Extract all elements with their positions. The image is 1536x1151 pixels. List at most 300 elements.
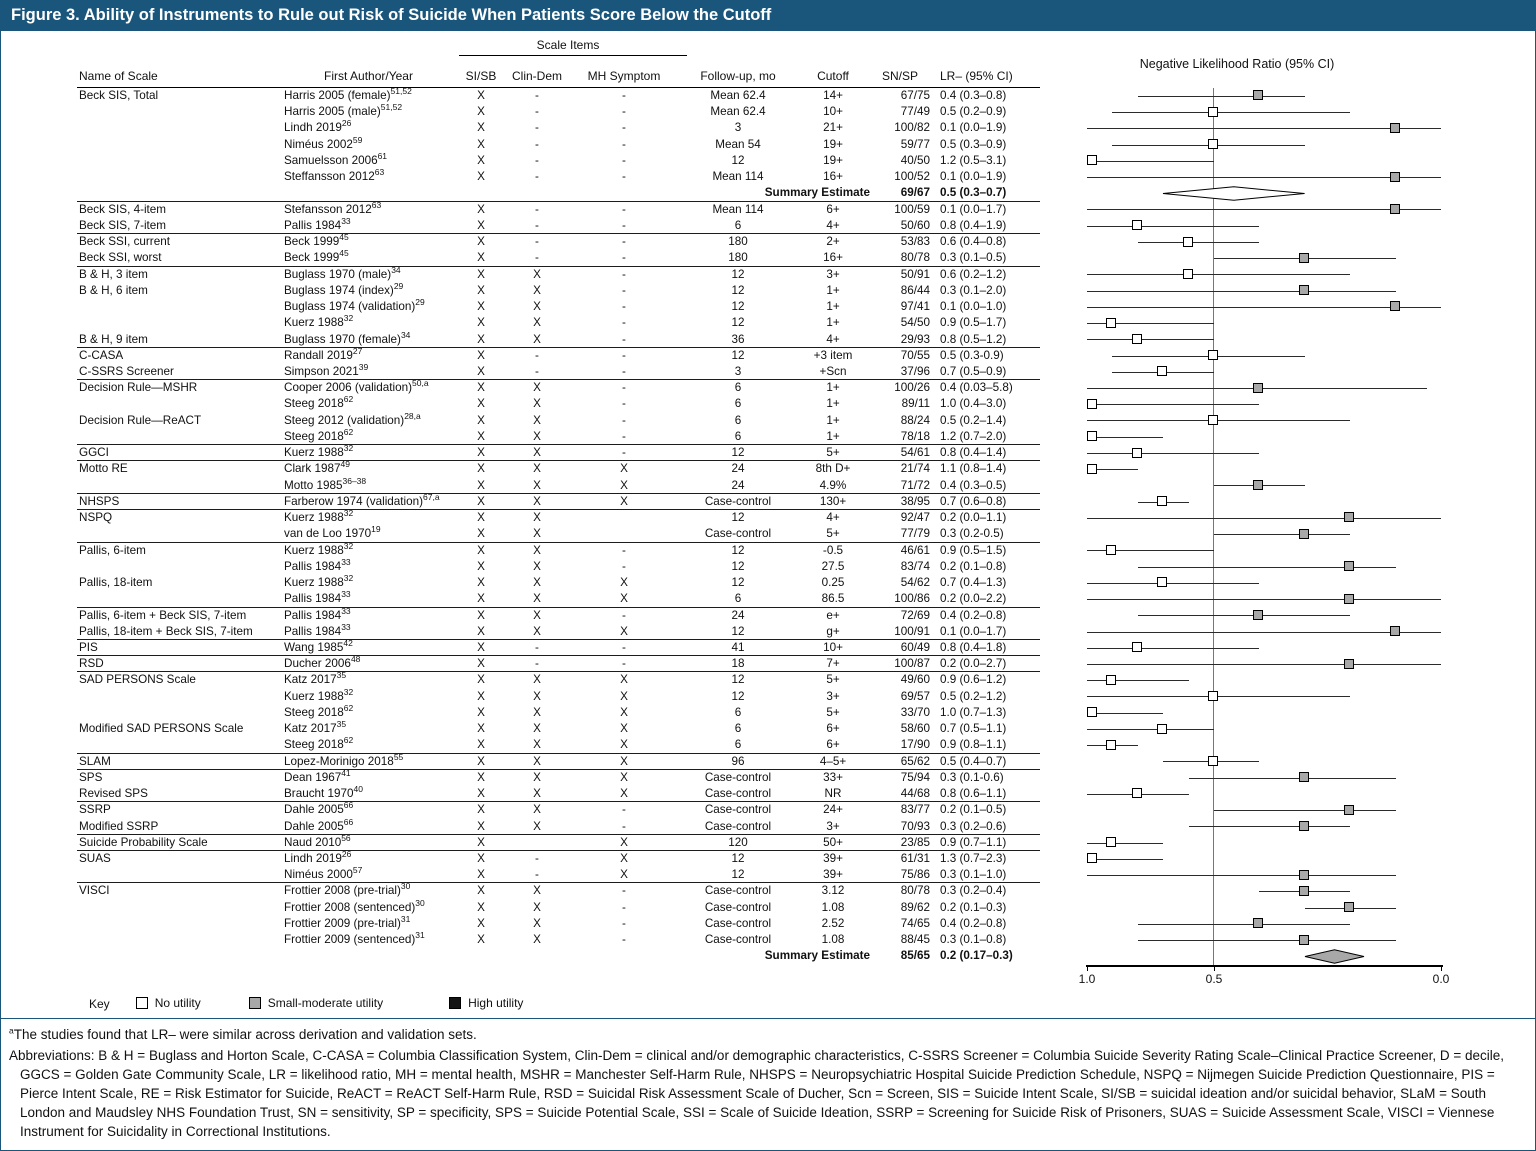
sn-sp-cell: 100/86 xyxy=(894,592,930,606)
si-sb-cell: X xyxy=(477,121,485,135)
author-name: Buglass 1974 (index) xyxy=(284,283,394,297)
si-sb-cell: X xyxy=(477,657,485,671)
reference-superscript: 32 xyxy=(343,443,354,454)
plot-cell xyxy=(1040,916,1535,932)
lr-ci-cell: 0.2 (0.1–0.3) xyxy=(940,900,1007,914)
point-estimate-marker xyxy=(1390,123,1400,133)
author-cell xyxy=(281,737,456,753)
scale-name-cell: Beck SIS, 4-item xyxy=(79,202,167,216)
cutoff-cell: +3 item xyxy=(813,348,853,362)
sn-sp-cell: 100/52 xyxy=(894,170,930,184)
scale-name-cell xyxy=(1,120,281,136)
sn-sp-cell: 46/61 xyxy=(900,543,930,557)
forest-plot-table xyxy=(1,88,1535,991)
scale-name-cell: Suicide Probability Scale xyxy=(79,835,208,849)
mh-symptom-cell: - xyxy=(622,137,626,151)
summary-row xyxy=(1,185,1535,201)
plot-cell xyxy=(1040,689,1535,705)
follow-up-cell: 12 xyxy=(731,624,745,638)
lr-ci-cell: 1.0 (0.4–3.0) xyxy=(940,397,1007,411)
mh-symptom-cell: - xyxy=(622,153,626,167)
row-table-part xyxy=(1,883,1040,899)
legend-item-label: High utility xyxy=(468,996,524,1011)
scale-name-cell xyxy=(1,689,281,705)
sn-sp-cell: 100/82 xyxy=(894,121,930,135)
follow-up-cell: 12 xyxy=(731,559,745,573)
plot-cell xyxy=(1040,932,1535,948)
lr-ci-cell: 0.2 (0.1–0.5) xyxy=(940,803,1007,817)
point-estimate-marker xyxy=(1299,935,1309,945)
point-estimate-marker xyxy=(1183,269,1193,279)
lr-ci-cell: 1.1 (0.8–1.4) xyxy=(940,462,1007,476)
scale-name-cell: PIS xyxy=(79,640,98,654)
lr-ci-cell: 0.5 (0.2–1.4) xyxy=(940,413,1007,427)
follow-up-cell: 12 xyxy=(731,153,745,167)
mh-symptom-cell: - xyxy=(622,543,626,557)
follow-up-cell: 12 xyxy=(731,446,745,460)
point-estimate-marker xyxy=(1390,626,1400,636)
clin-dem-cell: X xyxy=(533,884,541,898)
mh-symptom-cell: X xyxy=(620,868,628,882)
follow-up-cell: Case-control xyxy=(704,787,772,801)
clin-dem-cell: - xyxy=(535,137,539,151)
follow-up-cell: Mean 114 xyxy=(712,170,764,184)
ci-line xyxy=(1087,648,1259,649)
legend-item-no-utility xyxy=(136,996,201,1010)
summary-row xyxy=(1,948,1535,964)
cutoff-cell: 7+ xyxy=(826,657,840,671)
clin-dem-cell: X xyxy=(533,624,541,638)
sn-sp-cell: 38/95 xyxy=(900,494,930,508)
lr-ci-cell: 0.8 (0.4–1.4) xyxy=(940,446,1007,460)
mh-symptom-cell: - xyxy=(622,121,626,135)
reference-superscript: 55 xyxy=(393,751,404,762)
sn-sp-cell: 50/91 xyxy=(900,267,930,281)
reference-superscript: 40 xyxy=(353,784,363,795)
point-estimate-marker xyxy=(1087,464,1097,474)
author-cell xyxy=(281,851,456,867)
mh-symptom-cell: - xyxy=(622,170,626,184)
row-table-part xyxy=(1,461,1040,477)
plot-cell xyxy=(1040,104,1535,120)
clin-dem-cell: X xyxy=(533,559,541,573)
legend-swatch-white xyxy=(136,997,148,1009)
study-row xyxy=(1,199,1535,218)
point-estimate-marker xyxy=(1106,545,1116,555)
clin-dem-cell: X xyxy=(533,787,541,801)
cutoff-cell: 39+ xyxy=(823,868,843,882)
reference-superscript: 50,a xyxy=(412,378,429,389)
point-estimate-marker xyxy=(1087,399,1097,409)
sn-sp-cell: 21/74 xyxy=(900,462,930,476)
mh-symptom-cell: - xyxy=(622,235,626,249)
author-cell xyxy=(281,767,456,786)
author-cell xyxy=(281,445,456,461)
plot-cell xyxy=(1040,494,1535,510)
si-sb-cell: X xyxy=(477,868,485,882)
clin-dem-cell: X xyxy=(533,933,541,947)
clin-dem-cell: - xyxy=(535,170,539,184)
author-name: Niméus 2000 xyxy=(284,868,353,882)
follow-up-cell: 36 xyxy=(731,332,745,346)
plot-cell xyxy=(1040,153,1535,169)
row-table-part xyxy=(1,916,1040,932)
author-cell xyxy=(281,510,456,526)
column-header-lr-ci: LR– (95% CI) xyxy=(940,69,1013,83)
sn-sp-cell: 88/45 xyxy=(900,933,930,947)
follow-up-cell: 12 xyxy=(731,283,745,297)
point-estimate-marker xyxy=(1087,431,1097,441)
author-cell xyxy=(281,169,456,185)
ci-line xyxy=(1138,567,1396,568)
mh-symptom-cell: - xyxy=(622,218,626,232)
scale-name-cell: C-SSRS Screener xyxy=(79,364,174,378)
reference-superscript: 32 xyxy=(343,540,354,551)
study-row xyxy=(1,786,1535,802)
follow-up-cell: 24 xyxy=(731,462,745,476)
follow-up-cell: 12 xyxy=(731,673,745,687)
ci-line xyxy=(1189,778,1396,779)
lr-ci-cell: 0.7 (0.5–1.1) xyxy=(940,722,1007,736)
follow-up-cell: 12 xyxy=(731,511,745,525)
lr-ci-cell: 0.1 (0.0–1.7) xyxy=(940,624,1007,638)
point-estimate-marker xyxy=(1299,870,1309,880)
lr-ci-cell: 0.1 (0.0–1.0) xyxy=(940,300,1007,314)
sn-sp-cell: 80/78 xyxy=(900,884,930,898)
lr-ci-cell: 0.3 (0.2–0.4) xyxy=(940,884,1007,898)
legend-label: Key xyxy=(89,997,110,1012)
reference-superscript: 33 xyxy=(341,621,351,632)
study-row xyxy=(1,851,1535,867)
x-axis-line xyxy=(1086,965,1443,967)
study-row xyxy=(1,134,1535,153)
si-sb-cell: X xyxy=(477,673,485,687)
plot-cell xyxy=(1040,819,1535,835)
lr-ci-cell: 0.5 (0.4–0.7) xyxy=(940,754,1007,768)
reference-superscript: 59 xyxy=(352,134,363,145)
sn-sp-cell: 23/85 xyxy=(900,835,930,849)
cutoff-cell: 3+ xyxy=(826,819,840,833)
clin-dem-cell: X xyxy=(533,592,541,606)
column-header-mh-symptom: MH Symptom xyxy=(587,69,661,83)
clin-dem-cell: X xyxy=(533,316,541,330)
lr-ci-cell: 0.3 (0.1–2.0) xyxy=(940,283,1007,297)
cutoff-cell: g+ xyxy=(826,624,840,638)
si-sb-cell: X xyxy=(477,722,485,736)
ci-line xyxy=(1087,291,1396,292)
point-estimate-marker xyxy=(1253,918,1263,928)
si-sb-cell: X xyxy=(477,218,485,232)
plot-cell xyxy=(1040,120,1535,136)
scale-name-cell xyxy=(1,299,281,315)
author-name: Dean 1967 xyxy=(284,770,342,784)
clin-dem-cell: X xyxy=(533,397,541,411)
author-name: Clark 1987 xyxy=(284,462,341,476)
author-name: Steeg 2018 xyxy=(284,429,344,443)
lr-ci-cell: 0.7 (0.6–0.8) xyxy=(940,494,1007,508)
row-table-part xyxy=(1,215,1040,234)
plot-cell xyxy=(1040,575,1535,591)
point-estimate-marker xyxy=(1299,285,1309,295)
clin-dem-cell: X xyxy=(533,429,541,443)
lr-ci-cell: 0.2 (0.0–2.2) xyxy=(940,592,1007,606)
study-row xyxy=(1,215,1535,234)
reference-superscript: 34 xyxy=(391,264,401,275)
mh-symptom-cell: - xyxy=(622,900,626,914)
study-row xyxy=(1,396,1535,412)
legend-item-label: Small-moderate utility xyxy=(267,996,384,1011)
si-sb-cell: X xyxy=(477,933,485,947)
follow-up-cell: 12 xyxy=(731,543,745,557)
x-axis-tick xyxy=(1214,965,1215,971)
study-row xyxy=(1,299,1535,315)
row-table-part xyxy=(1,751,1040,770)
column-header-first-author-year: First Author/Year xyxy=(324,69,413,83)
lr-ci-cell: 0.2 (0.1–0.8) xyxy=(940,559,1007,573)
study-row xyxy=(1,751,1535,770)
ci-line xyxy=(1087,307,1441,308)
plot-cell xyxy=(1040,656,1535,672)
si-sb-cell: X xyxy=(477,267,485,281)
reference-superscript: 34 xyxy=(400,329,411,340)
x-axis-tick xyxy=(1441,965,1442,971)
ci-line xyxy=(1087,632,1441,633)
clin-dem-cell: X xyxy=(533,770,541,784)
sn-sp-cell: 78/18 xyxy=(900,429,930,443)
si-sb-cell: X xyxy=(477,235,485,249)
follow-up-cell: 3 xyxy=(734,364,742,378)
row-table-part xyxy=(1,491,1040,510)
ci-line xyxy=(1087,664,1441,665)
author-cell xyxy=(281,264,456,283)
mh-symptom-cell: - xyxy=(622,413,626,427)
lr-ci-cell: 0.3 (0.1–0.8) xyxy=(940,933,1007,947)
follow-up-cell: 18 xyxy=(731,657,745,671)
point-estimate-marker xyxy=(1253,480,1263,490)
mh-symptom-cell: - xyxy=(622,251,626,265)
author-name: Niméus 2002 xyxy=(284,137,353,151)
sn-sp-cell: 29/93 xyxy=(900,332,930,346)
scale-name-cell: GGCI xyxy=(79,446,109,460)
follow-up-cell: 41 xyxy=(731,640,745,654)
lr-ci-cell: 0.4 (0.2–0.8) xyxy=(940,916,1007,930)
study-row xyxy=(1,640,1535,656)
scale-name-cell: VISCI xyxy=(79,884,110,898)
plot-cell xyxy=(1040,721,1535,737)
clin-dem-cell: X xyxy=(533,300,541,314)
cutoff-cell: 4+ xyxy=(826,511,840,525)
reference-superscript: 45 xyxy=(339,248,349,259)
si-sb-cell: X xyxy=(477,137,485,151)
point-estimate-marker xyxy=(1087,707,1097,717)
plot-cell xyxy=(1040,770,1535,786)
reference-superscript: 31 xyxy=(400,914,411,925)
lr-ci-cell: 0.7 (0.4–1.3) xyxy=(940,576,1007,590)
reference-superscript: 63 xyxy=(371,199,382,210)
legend xyxy=(1,991,1535,1018)
lr-ci-cell: 0.2 (0.0–2.7) xyxy=(940,657,1007,671)
reference-superscript: 56 xyxy=(341,832,351,843)
point-estimate-marker xyxy=(1106,675,1116,685)
clin-dem-cell: X xyxy=(533,576,541,590)
abbreviations: Abbreviations: B & H = Buglass and Horton Scale, C-CASA = Columbia Classification System, Clin-Dem = clinical and/or demographic characteristics, C-SSRS Screener = Columbia Suicide Severity Rating Scale–Clinical Practice Screener, D = decile, GGCS = Golden Gate Community Scale, LR = likelihood ratio, MH = mental health, MSHR = Manchester Self-Harm Rule, NHSPS = Neuropsychiatric Hospital Suicide Prediction Schedule, NSPQ = Nijmegen Suicide Prediction Questionnaire, PIS = Pierce Intent Scale, RE = Risk Estimator for Suicide, ReACT = ReACT Self-Harm Rule, RSD = Suicidal Risk Assessment Scale of Ducher, Scn = Screen, SIS = Suicide Intent Scale, SI/SB = suicidal ideation and/or suicidal behavior, SLaM = South London and Maudsley NHS Foundation Trust, SN = sensitivity, SP = specificity, SPS = Suicide Potential Scale, SSI = Scale of Suicide Ideation, SSRP = Screening for Suicide Risk of Prisoners, SUAS = Suicide Assessment Scale, VISCI = Viennese Instrument for Suicidality in Correctional Institutions. xyxy=(9,1047,1505,1139)
follow-up-cell: 6 xyxy=(734,413,742,427)
point-estimate-marker xyxy=(1132,788,1142,798)
point-estimate-marker xyxy=(1087,853,1097,863)
point-estimate-marker xyxy=(1132,642,1142,652)
reference-superscript: 30 xyxy=(415,897,425,908)
author-name: Dahle 2005 xyxy=(284,803,344,817)
follow-up-cell: 6 xyxy=(734,738,742,752)
x-axis-label-0-5: 0.5 xyxy=(1205,971,1223,986)
summary-label-cell: Summary Estimate xyxy=(764,949,870,963)
clin-dem-cell: X xyxy=(533,283,541,297)
mh-symptom-cell: - xyxy=(622,105,626,119)
si-sb-cell: X xyxy=(477,576,485,590)
study-row xyxy=(1,721,1535,737)
plot-cell xyxy=(1040,461,1535,477)
plot-cell xyxy=(1040,445,1535,461)
reference-superscript: 35 xyxy=(336,719,347,730)
study-row xyxy=(1,329,1535,348)
author-name: Katz 2017 xyxy=(284,722,337,736)
point-estimate-marker xyxy=(1208,756,1218,766)
cutoff-cell: 4.9% xyxy=(819,478,847,492)
author-name: Steeg 2018 xyxy=(284,738,344,752)
clin-dem-cell: X xyxy=(533,494,541,508)
lr-ci-cell: 1.3 (0.7–2.3) xyxy=(940,852,1007,866)
study-row xyxy=(1,315,1535,331)
mh-symptom-cell: X xyxy=(620,705,628,719)
scale-name-cell xyxy=(1,169,281,185)
sn-sp-cell: 69/67 xyxy=(900,186,930,200)
ci-line xyxy=(1087,713,1163,714)
sn-sp-cell: 58/60 xyxy=(900,722,930,736)
si-sb-cell: X xyxy=(477,916,485,930)
sn-sp-cell: 40/50 xyxy=(900,153,930,167)
reference-superscript: 41 xyxy=(341,767,351,778)
row-table-part xyxy=(1,264,1040,283)
author-cell xyxy=(281,526,456,542)
author-cell xyxy=(281,396,456,412)
point-estimate-marker xyxy=(1390,172,1400,182)
sn-sp-cell: 80/78 xyxy=(900,251,930,265)
si-sb-cell: X xyxy=(477,527,485,541)
si-sb-cell: X xyxy=(477,462,485,476)
reference-superscript: 32 xyxy=(343,508,354,519)
legend-item-label: No utility xyxy=(154,996,201,1011)
lr-ci-cell: 0.1 (0.0–1.7) xyxy=(940,202,1007,216)
clin-dem-cell: X xyxy=(533,267,541,281)
clin-dem-cell: - xyxy=(535,218,539,232)
point-estimate-marker xyxy=(1344,805,1354,815)
mh-symptom-cell xyxy=(568,526,680,542)
row-table-part xyxy=(1,640,1040,656)
point-estimate-marker xyxy=(1253,610,1263,620)
ci-line xyxy=(1087,420,1350,421)
point-estimate-marker xyxy=(1299,772,1309,782)
reference-superscript: 33 xyxy=(341,589,351,600)
lr-ci-cell: 0.4 (0.3–0.8) xyxy=(940,89,1007,102)
ci-line xyxy=(1087,599,1441,600)
author-cell xyxy=(281,215,456,234)
reference-superscript: 29 xyxy=(393,280,404,291)
sn-sp-cell: 69/57 xyxy=(900,689,930,703)
ci-line xyxy=(1087,696,1350,697)
study-row xyxy=(1,575,1535,591)
scale-name-cell: NSPQ xyxy=(79,511,113,525)
study-row xyxy=(1,169,1535,185)
reference-superscript: 33 xyxy=(341,556,351,567)
reference-superscript: 48 xyxy=(350,654,361,665)
author-cell xyxy=(281,120,456,136)
plot-cell xyxy=(1040,137,1535,153)
study-row xyxy=(1,932,1535,948)
plot-cell xyxy=(1040,267,1535,283)
follow-up-cell: Case-control xyxy=(704,770,772,784)
author-name: Steeg 2018 xyxy=(284,705,344,719)
row-table-part xyxy=(1,767,1040,786)
row-table-part xyxy=(1,429,1040,445)
lr-ci-cell: 1.2 (0.7–2.0) xyxy=(940,429,1007,443)
point-estimate-marker xyxy=(1344,594,1354,604)
follow-up-cell: 120 xyxy=(728,835,748,849)
si-sb-cell: X xyxy=(477,705,485,719)
sn-sp-cell: 37/96 xyxy=(900,364,930,378)
mh-symptom-cell: - xyxy=(622,316,626,330)
scale-name-cell: Motto RE xyxy=(79,462,128,476)
lr-ci-cell: 0.1 (0.0–1.9) xyxy=(940,170,1007,184)
lr-ci-cell: 0.4 (0.03–5.8) xyxy=(940,381,1013,395)
follow-up-cell: 24 xyxy=(731,478,745,492)
row-table-part xyxy=(1,672,1040,688)
mh-symptom-cell xyxy=(568,510,680,526)
footnotes xyxy=(1,1018,1535,1150)
follow-up-cell: 24 xyxy=(731,608,745,622)
x-axis-tick xyxy=(1087,965,1088,971)
plot-cell xyxy=(1040,218,1535,234)
lr-ci-cell: 0.5 (0.3-0.9) xyxy=(940,348,1004,362)
si-sb-cell: X xyxy=(477,559,485,573)
follow-up-cell: 3 xyxy=(734,121,742,135)
cutoff-cell: 19+ xyxy=(823,153,843,167)
follow-up-cell: 12 xyxy=(731,348,745,362)
ci-line xyxy=(1087,128,1441,129)
lr-ci-cell: 0.5 (0.3–0.9) xyxy=(940,137,1007,151)
plot-cell xyxy=(1040,802,1535,818)
row-table-part xyxy=(1,250,1040,266)
author-name: Frottier 2008 (sentenced) xyxy=(284,900,416,914)
si-sb-cell: X xyxy=(477,835,485,849)
reference-superscript: 28,a xyxy=(404,410,421,421)
follow-up-cell: 6 xyxy=(734,722,742,736)
author-name: Kuerz 1988 xyxy=(284,446,344,460)
cutoff-cell: 1+ xyxy=(826,316,840,330)
row-table-part xyxy=(1,526,1040,542)
point-estimate-marker xyxy=(1087,155,1097,165)
point-estimate-marker xyxy=(1132,220,1142,230)
plot-cell xyxy=(1040,185,1535,201)
sn-sp-cell: 54/62 xyxy=(900,576,930,590)
lr-ci-cell: 0.9 (0.5–1.5) xyxy=(940,543,1007,557)
plot-cell xyxy=(1040,364,1535,380)
follow-up-cell: 6 xyxy=(734,381,742,395)
follow-up-cell: Mean 62.4 xyxy=(710,89,766,102)
scale-name-cell xyxy=(1,705,281,721)
legend-swatch-gray xyxy=(249,997,261,1009)
row-table-part xyxy=(1,199,1040,218)
plot-cell xyxy=(1040,754,1535,770)
